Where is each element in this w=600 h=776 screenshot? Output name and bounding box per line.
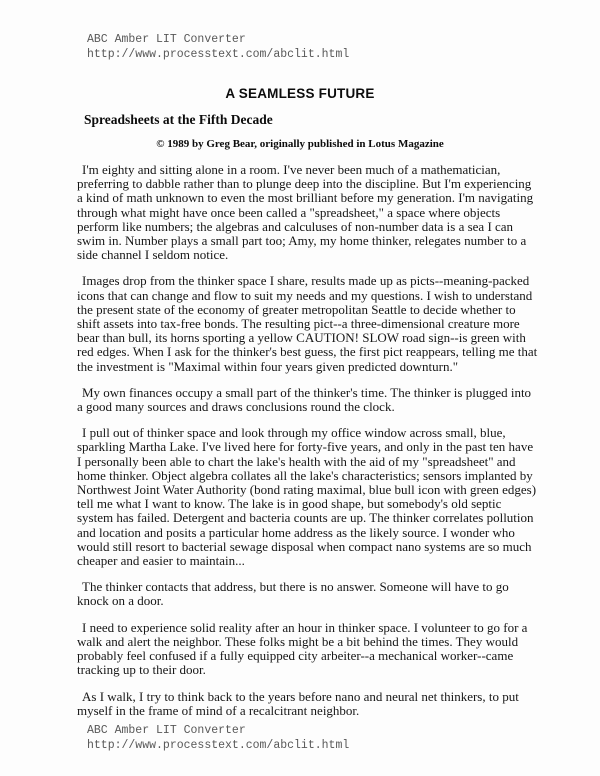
converter-banner-footer xyxy=(87,723,600,753)
paragraph: I need to experience solid reality after an hour in thinker space. I volunteer to go for a walk and alert the neighbor. These folks might be a bit behind the times. They would probably feel confused if a fully equipped city arbeiter--a mechanical worker--came tracking up to their door. xyxy=(77,619,528,678)
converter-banner-header xyxy=(87,0,600,62)
paragraph: Images drop from the thinker space I share, results made up as picts--meaning-packed icons that can change and flow to suit my needs and my questions. I wish to understand the present state of the economy of greater metropolitan Seattle to decide whether to shift assets into tax-free bonds. The resulting pict--a three-dimensional creature more bear than bull, its horns sporting a yellow CAUTION! SLOW road sign--is green with red edges. When I ask for the thinker's best guess, the first pict reappears, telling me that the investment is "Maximal within four years given predicted downturn." xyxy=(77,273,538,374)
converter-name: ABC Amber LIT Converter xyxy=(87,33,246,46)
article-title: A SEAMLESS FUTURE xyxy=(225,86,375,101)
paragraph: I'm eighty and sitting alone in a room. I've never been much of a mathematician, preferring to dabble rather than to plunge deep into the discipline. But I'm experiencing a kind of math unknown to even the most brilliant before my generation. I'm navigating through what might have once been called a "spreadsheet," a space where objects perform like numbers; the algebras and calculuses of non-number data is a sea I can swim in. Number plays a small part too; Amy, my home thinker, relegates number to a side channel I seldom notice. xyxy=(77,162,534,263)
copyright-credit: © 1989 by Greg Bear, originally published in Lotus Magazine xyxy=(156,138,444,150)
article-subtitle: Spreadsheets at the Fifth Decade xyxy=(84,112,273,127)
converter-name: ABC Amber LIT Converter xyxy=(87,723,246,737)
paragraph: The thinker contacts that address, but there is no answer. Someone will have to go knock on a door. xyxy=(77,579,509,609)
paragraph: As I walk, I try to think back to the years before nano and neural net thinkers, to put myself in the frame of mind of a recalcitrant neighbor. xyxy=(77,688,519,718)
article-body xyxy=(77,163,538,718)
paragraph: My own finances occupy a small part of the thinker's time. The thinker is plugged into a good many sources and draws conclusions round the clock. xyxy=(77,384,532,415)
converter-url: http://www.processtext.com/abclit.html xyxy=(87,48,350,61)
converter-url: http://www.processtext.com/abclit.html xyxy=(87,738,350,752)
paragraph: I pull out of thinker space and look through my office window across small, blue, sparkling Martha Lake. I've lived here for forty-five years, and only in the past ten have I personally been able to chart the lake's health with the aid of my "spreadsheet" and home thinker. Object algebra collates all the lake's characteristics; sensors implanted by Northwest Joint Water Authority (bond rating maximal, blue bull icon with green edges) tell me what I want to know. The lake is in good shape, but somebody's old septic system has failed. Detergent and bacteria counts are up. The thinker correlates pollution and location and posits a particular home address as the likely source. I wonder who would still resort to bacterial sewage disposal when compact nano systems are so much cheaper and easier to maintain... xyxy=(77,425,537,569)
